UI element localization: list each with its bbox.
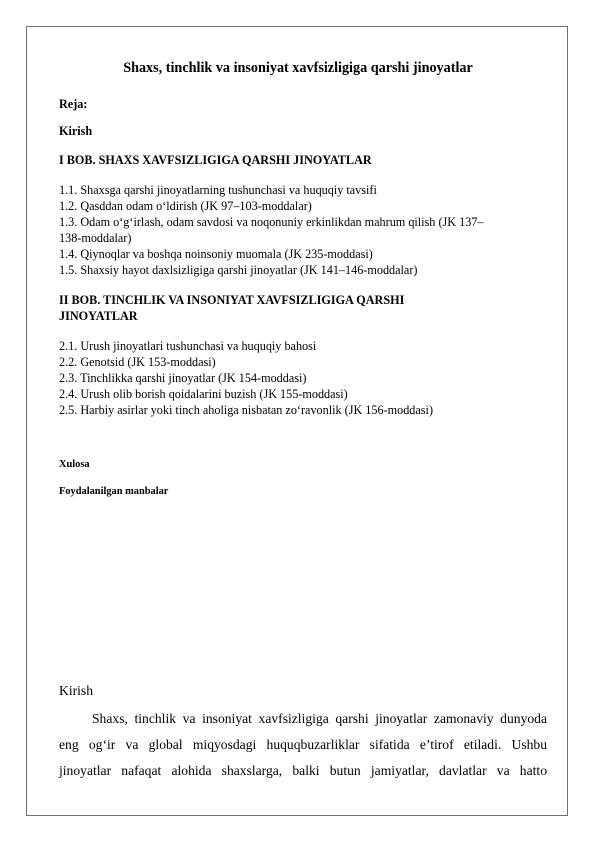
sources-label: Foydalanilgan manbalar [59,486,169,497]
document-title: Shaxs, tinchlik va insoniyat xavfsizligiga qarshi jinoyatlar [123,60,473,76]
intro-paragraph-line: eng og‘ir va global miqyosdagi huquqbuzarliklar sifatida e’tirof etiladi. Ushbu [59,737,547,752]
chapter1-heading: I BOB. SHAXS XAVFSIZLIGIGA QARSHI JINOYATLAR [59,153,372,167]
chapter2-item: 2.1. Urush jinoyatlari tushunchasi va huquqiy bahosi [59,339,317,353]
chapter2-heading-line: II BOB. TINCHLIK VA INSONIYAT XAVFSIZLIGIGA QARSHI [59,293,405,307]
chapter1-item: 1.3. Odam o‘g‘irlash, odam savdosi va noqonuniy erkinlikdan mahrum qilish (JK 137– [59,215,484,229]
chapter2-item: 2.5. Harbiy asirlar yoki tinch aholiga nisbatan zo‘ravonlik (JK 156-moddasi) [59,403,433,417]
intro-paragraph-line: jinoyatlar nafaqat alohida shaxslarga, balki butun jamiyatlar, davlatlar va hatto [59,763,547,778]
chapter2-item: 2.4. Urush olib borish qoidalarini buzish (JK 155-moddasi) [59,387,348,401]
intro-heading: Kirish [59,683,93,698]
chapter2-item: 2.2. Genotsid (JK 153-moddasi) [59,355,216,369]
chapter1-item: 1.5. Shaxsiy hayot daxlsizligiga qarshi jinoyatlar (JK 141–146-moddalar) [59,263,418,277]
page-border [26,26,568,816]
chapter2-heading-line: JINOYATLAR [59,309,138,323]
intro-paragraph-line: Shaxs, tinchlik va insoniyat xavfsizligiga qarshi jinoyatlar zamonaviy dunyoda [92,711,547,726]
chapter2-item: 2.3. Tinchlikka qarshi jinoyatlar (JK 154-moddasi) [59,371,307,385]
chapter1-item: 1.4. Qiynoqlar va boshqa noinsoniy muomala (JK 235-moddasi) [59,247,373,261]
intro-label: Kirish [59,124,93,138]
chapter1-item: 1.1. Shaxsga qarshi jinoyatlarning tushunchasi va huquqiy tavsifi [59,183,377,197]
chapter1-item: 1.2. Qasddan odam o‘ldirish (JK 97–103-moddalar) [59,199,312,213]
chapter1-item: 138-moddalar) [59,231,132,245]
plan-label: Reja: [59,97,88,111]
conclusion-label: Xulosa [59,459,90,470]
